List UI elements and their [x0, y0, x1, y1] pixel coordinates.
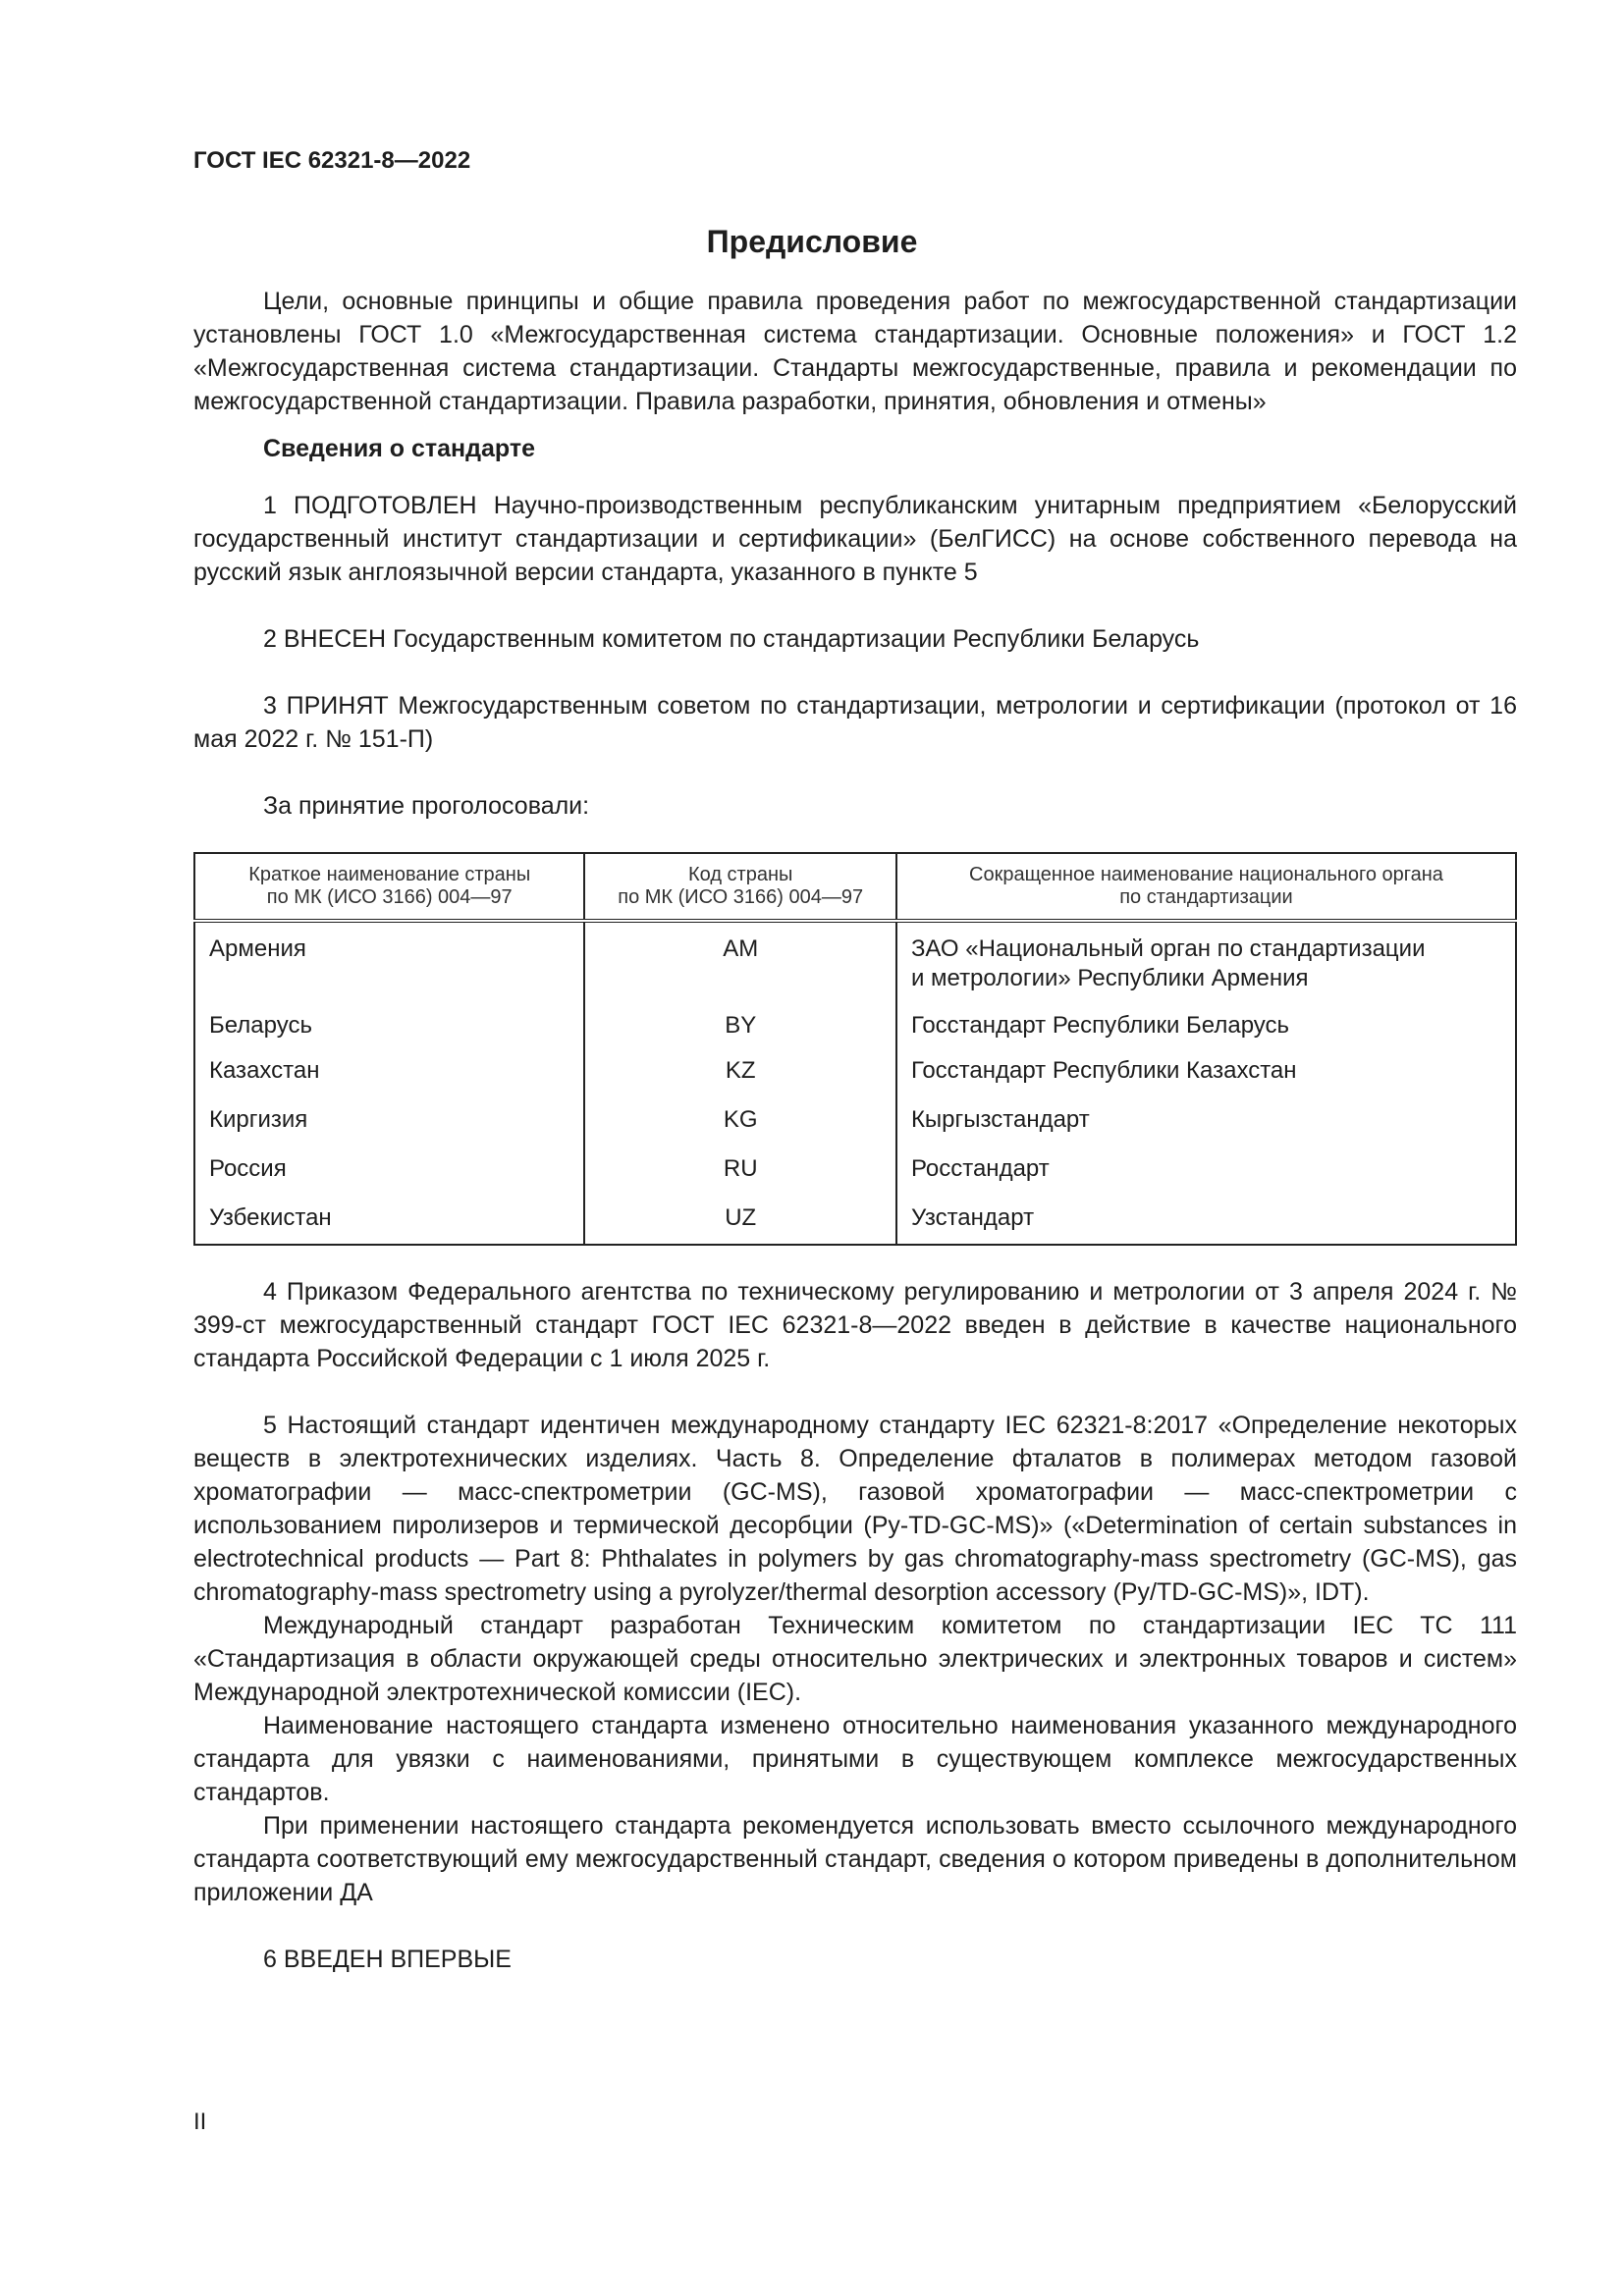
table-header-row: [194, 853, 1516, 921]
organization-cell: Кыргызстандарт: [896, 1092, 1516, 1141]
header-country-line2: по МК (ИСО 3166) 004—97: [266, 886, 513, 908]
code-cell: RU: [584, 1141, 895, 1190]
section-subheading: Сведения о стандарте: [263, 435, 536, 462]
organization-cell: Госстандарт Республики Беларусь: [896, 993, 1516, 1042]
header-code: [584, 853, 895, 921]
header-code-line2: по МК (ИСО 3166) 004—97: [618, 886, 864, 908]
code-cell: AM: [584, 921, 895, 993]
item-5-title-change-paragraph: Наименование настоящего стандарта изменено относительно наименования указанного международного стандарта для увязки с наименованиями, принятыми в существующем комплексе межгосударственных стандартов.: [193, 1712, 1517, 1806]
table-row: [194, 1190, 1516, 1245]
country-cell: Армения: [194, 921, 584, 993]
item-4-paragraph: 4 Приказом Федерального агентства по техническому регулированию и метрологии от 3 апреля 2024 г. № 399-ст межгосударственный стандарт ГОСТ IEC 62321-8—2022 введен в действие в качестве национального стандарта Российской Федерации с 1 июля 2025 г.: [193, 1278, 1517, 1372]
table-row: [194, 1042, 1516, 1092]
country-cell: Узбекистан: [194, 1190, 584, 1245]
page-title: Предисловие: [706, 224, 918, 259]
item-5-paragraph: 5 Настоящий стандарт идентичен международному стандарту IEC 62321-8:2017 «Определение некоторых веществ в электротехнических изделиях. Часть 8. Определение фталатов в полимерах методом газовой хроматографии — масс-спектрометрии (GC-MS), газовой хроматографии — масс-спектрометрии с использованием пиролизеров и термической десорбции (Py-TD-GC-MS)» («Determination of certain substances in electrotechnical products — Part 8: Phthalates in polymers by gas chromatography-mass spectrometry (GC-MS), gas chromatography-mass spectrometry using a pyrolyzer/thermal desorption accessory (Py/TD-GC-MS)», IDT).: [193, 1412, 1517, 1606]
item-3-paragraph: 3 ПРИНЯТ Межгосударственным советом по стандартизации, метрологии и сертификации (протокол от 16 мая 2022 г. № 151-П): [193, 692, 1517, 753]
code-cell: UZ: [584, 1190, 895, 1245]
code-cell: KG: [584, 1092, 895, 1141]
table-row: [194, 1092, 1516, 1141]
header-organization: [896, 853, 1516, 921]
header-org-line2: по стандартизации: [1119, 886, 1293, 908]
header-code-line1: Код страны: [688, 864, 793, 885]
country-cell: Казахстан: [194, 1042, 584, 1092]
organization-line1: ЗАО «Национальный орган по стандартизации: [910, 935, 1426, 962]
organization-line2: и метрологии» Республики Армения: [910, 965, 1309, 991]
intro-paragraph: Цели, основные принципы и общие правила проведения работ по межгосударственной стандартизации установлены ГОСТ 1.0 «Межгосударственная система стандартизации. Основные положения» и ГОСТ 1.2 «Межгосударственная система стандартизации. Стандарты межгосударственные, правила и рекомендации по межгосударственной стандартизации. Правила разработки, принятия, обновления и отмены»: [193, 288, 1517, 415]
item-5-committee-paragraph: Международный стандарт разработан Техническим комитетом по стандартизации IEC TC 111 «Стандартизация в области окружающей среды относительно электрических и электронных товаров и систем» Международной электротехнической комиссии (IEC).: [193, 1612, 1517, 1706]
organization-cell: Узстандарт: [896, 1190, 1516, 1245]
code-cell: BY: [584, 993, 895, 1042]
item-2-paragraph: 2 ВНЕСЕН Государственным комитетом по стандартизации Республики Беларусь: [263, 625, 1200, 653]
item-1-paragraph: 1 ПОДГОТОВЛЕН Научно-производственным республиканским унитарным предприятием «Белорусский государственный институт стандартизации и сертификации» (БелГИСС) на основе собственного перевода на русский язык англоязычной версии стандарта, указанного в пункте 5: [193, 492, 1517, 586]
header-country: [194, 853, 584, 921]
country-cell: Беларусь: [194, 993, 584, 1042]
code-cell: KZ: [584, 1042, 895, 1092]
item-5-reference-paragraph: При применении настоящего стандарта рекомендуется использовать вместо ссылочного международного стандарта соответствующий ему межгосударственный стандарт, сведения о котором приведены в дополнительном приложении ДА: [193, 1812, 1517, 1906]
item-6-paragraph: 6 ВВЕДЕН ВПЕРВЫЕ: [263, 1946, 512, 1973]
table-row: [194, 1141, 1516, 1190]
table-row: [194, 921, 1516, 993]
country-cell: Россия: [194, 1141, 584, 1190]
header-org-line1: Сокращенное наименование национального органа: [969, 864, 1443, 885]
document-header: ГОСТ IEC 62321-8—2022: [193, 147, 471, 174]
table-row: [194, 993, 1516, 1042]
header-country-line1: Краткое наименование страны: [248, 864, 531, 885]
organization-cell: Росстандарт: [896, 1141, 1516, 1190]
organization-cell: [896, 921, 1516, 993]
member-states-table: [193, 852, 1517, 1246]
organization-cell: Госстандарт Республики Казахстан: [896, 1042, 1516, 1092]
country-cell: Киргизия: [194, 1092, 584, 1141]
document-body: [193, 285, 1517, 1976]
page-number: II: [193, 2109, 207, 2135]
voted-label: За принятие проголосовали:: [263, 792, 590, 820]
